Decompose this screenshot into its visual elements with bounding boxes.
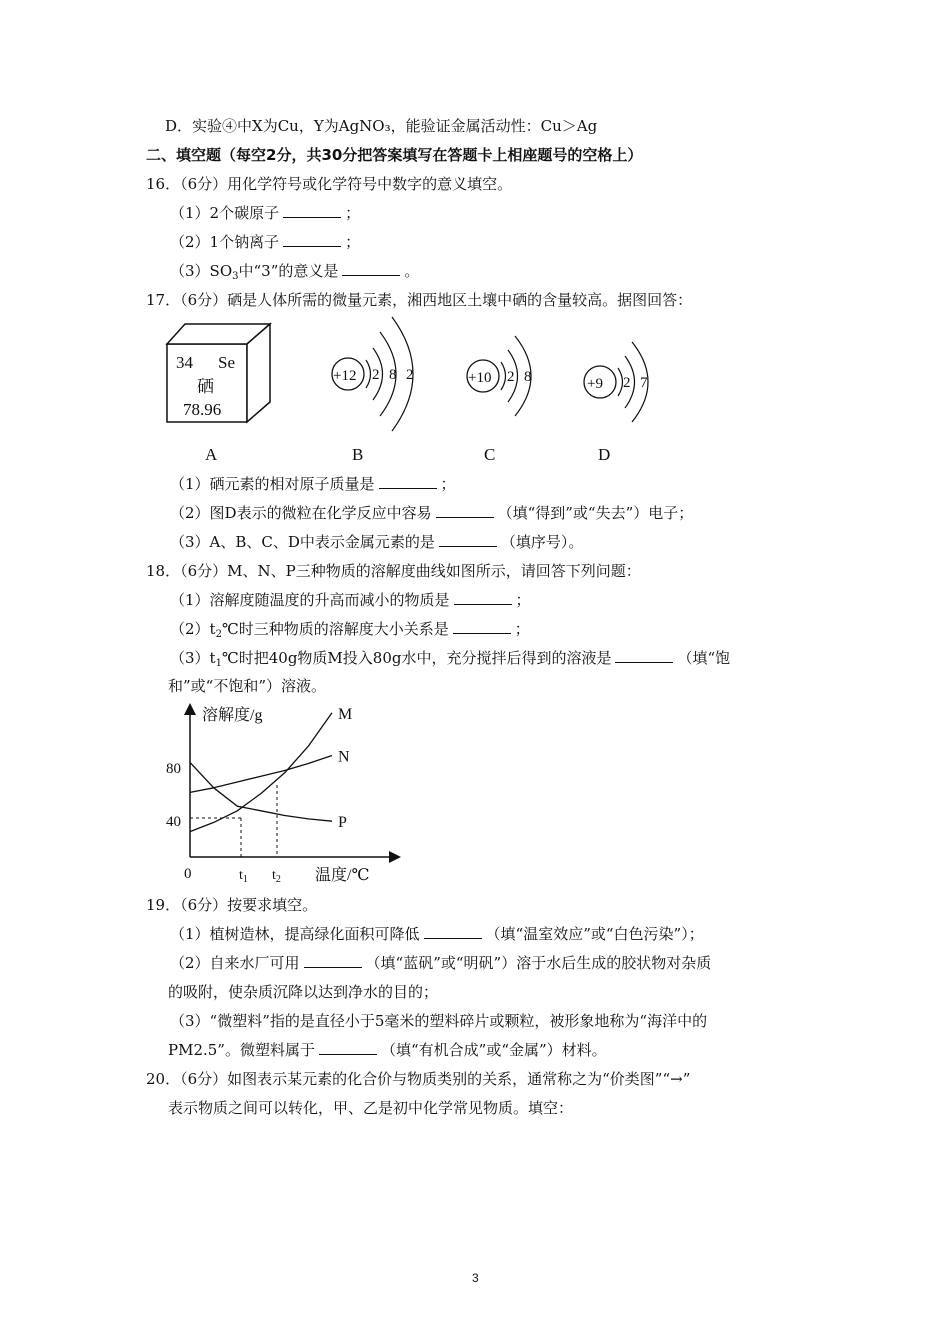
answer-blank[interactable] bbox=[615, 649, 673, 663]
atom-structure-d bbox=[584, 342, 648, 422]
curve-p bbox=[190, 762, 332, 821]
svg-text:2: 2 bbox=[372, 367, 380, 383]
q16-sub1: （1）2个碳原子 ； bbox=[170, 204, 361, 222]
q19-sub3-cont: PM2.5”。微塑料属于 （填“有机合成”或“金属”）材料。 bbox=[168, 1041, 607, 1059]
atom-structure-b bbox=[332, 317, 414, 431]
answer-blank[interactable] bbox=[453, 620, 511, 634]
y-axis-label: 溶解度/g bbox=[202, 707, 263, 724]
label-a: A bbox=[205, 445, 218, 464]
q19-sub3: （3）“微塑料”指的是直径小于5毫米的塑料碎片或颗粒，被形象地称为“海洋中的 bbox=[170, 1012, 708, 1030]
q16-sub2: （2）1个钠离子 ； bbox=[170, 233, 361, 251]
svg-text:+9: +9 bbox=[587, 376, 603, 392]
series-label-n: N bbox=[338, 748, 350, 766]
q20-stem-cont: 表示物质之间可以转化，甲、乙是初中化学常见物质。填空： bbox=[168, 1099, 574, 1117]
atom-structure-c bbox=[467, 336, 532, 416]
y-tick-40: 40 bbox=[166, 814, 181, 830]
svg-text:+12: +12 bbox=[333, 368, 357, 384]
q17-sub3: （3）A、B、C、D中表示金属元素的是 （填序号）。 bbox=[170, 533, 584, 551]
answer-blank[interactable] bbox=[319, 1041, 377, 1055]
q16-stem: 16．（6分）用化学符号或化学符号中数字的意义填空。 bbox=[146, 175, 513, 193]
q18-sub2: $(2)t_2℃$时三种物质的溶解度大小关系是 ； bbox=[170, 620, 530, 640]
curve-n bbox=[190, 756, 332, 793]
series-label-m: M bbox=[338, 705, 353, 723]
atomic-number: 34 bbox=[176, 353, 193, 372]
x-tick-t2: $t_2$ bbox=[272, 868, 281, 885]
answer-blank[interactable] bbox=[283, 233, 341, 247]
q20-stem: 20．（6分）如图表示某元素的化合价与物质类别的关系，通常称之为“价类图”“→” bbox=[146, 1070, 691, 1088]
svg-text:8: 8 bbox=[524, 369, 532, 385]
answer-blank[interactable] bbox=[439, 533, 497, 547]
label-b: B bbox=[352, 445, 364, 464]
q15-option-d: D．实验④中X为Cu，Y为AgNO₃，能验证金属活动性：Cu＞Ag bbox=[165, 117, 598, 135]
series-label-p: P bbox=[338, 814, 347, 832]
solubility-chart bbox=[160, 700, 410, 890]
svg-text:2: 2 bbox=[406, 367, 414, 383]
q17-sub1: （1）硒元素的相对原子质量是 ； bbox=[170, 475, 456, 493]
svg-text:2: 2 bbox=[507, 369, 515, 385]
q16-sub3: $(3)SO_3$中“3”的意义是 。 bbox=[170, 262, 420, 282]
q18-sub3: $(3)t_1℃$时把40g物质M投入80g水中，充分搅拌后得到的溶液是 （填“饱 bbox=[170, 649, 731, 669]
q17-sub2: （2）图D表示的微粒在化学反应中容易 （填“得到”或“失去”）电子； bbox=[170, 504, 694, 522]
q18-sub3-cont: 和”或“不饱和”）溶液。 bbox=[168, 677, 327, 695]
q19-sub2: （2）自来水厂可用 （填“蓝矾”或“明矾”）溶于水后生成的胶状物对杂质 bbox=[170, 954, 712, 972]
origin-label: 0 bbox=[184, 866, 192, 882]
page-number: 3 bbox=[472, 1271, 479, 1285]
answer-blank[interactable] bbox=[454, 591, 512, 605]
svg-text:+10: +10 bbox=[468, 370, 492, 386]
q19-sub2-cont: 的吸附，使杂质沉降以达到净水的目的； bbox=[168, 983, 439, 1001]
svg-text:7: 7 bbox=[640, 375, 648, 391]
curve-m bbox=[190, 713, 332, 832]
element-symbol: Se bbox=[218, 353, 235, 372]
x-tick-t1: $t_1$ bbox=[239, 868, 248, 885]
label-d: D bbox=[598, 445, 611, 464]
q18-sub1: （1）溶解度随温度的升高而减小的物质是 ； bbox=[170, 591, 531, 609]
svg-text:2: 2 bbox=[623, 375, 631, 391]
q17-stem: 17．（6分）硒是人体所需的微量元素，湘西地区土壤中硒的含量较高。据图回答： bbox=[146, 291, 693, 309]
answer-blank[interactable] bbox=[342, 262, 400, 276]
answer-blank[interactable] bbox=[436, 504, 494, 518]
element-name: 硒 bbox=[197, 377, 214, 396]
atomic-mass: 78.96 bbox=[183, 400, 222, 419]
y-tick-80: 80 bbox=[166, 761, 181, 777]
q17-figure bbox=[160, 312, 680, 472]
q19-stem: 19．（6分）按要求填空。 bbox=[146, 896, 318, 914]
q18-stem: 18．（6分）M、N、P三种物质的溶解度曲线如图所示，请回答下列问题： bbox=[146, 562, 641, 580]
answer-blank[interactable] bbox=[379, 475, 437, 489]
answer-blank[interactable] bbox=[304, 954, 362, 968]
label-c: C bbox=[484, 445, 496, 464]
x-axis-label: 温度/℃ bbox=[315, 867, 370, 884]
answer-blank[interactable] bbox=[424, 925, 482, 939]
svg-text:8: 8 bbox=[389, 367, 397, 383]
q19-sub1: （1）植树造林，提高绿化面积可降低 （填“温室效应”或“白色污染”）； bbox=[170, 925, 704, 943]
section-heading: 二、填空题（每空2分，共30分把答案填写在答题卡上相座题号的空格上） bbox=[146, 146, 643, 164]
answer-blank[interactable] bbox=[283, 204, 341, 218]
element-box-a bbox=[167, 324, 270, 422]
